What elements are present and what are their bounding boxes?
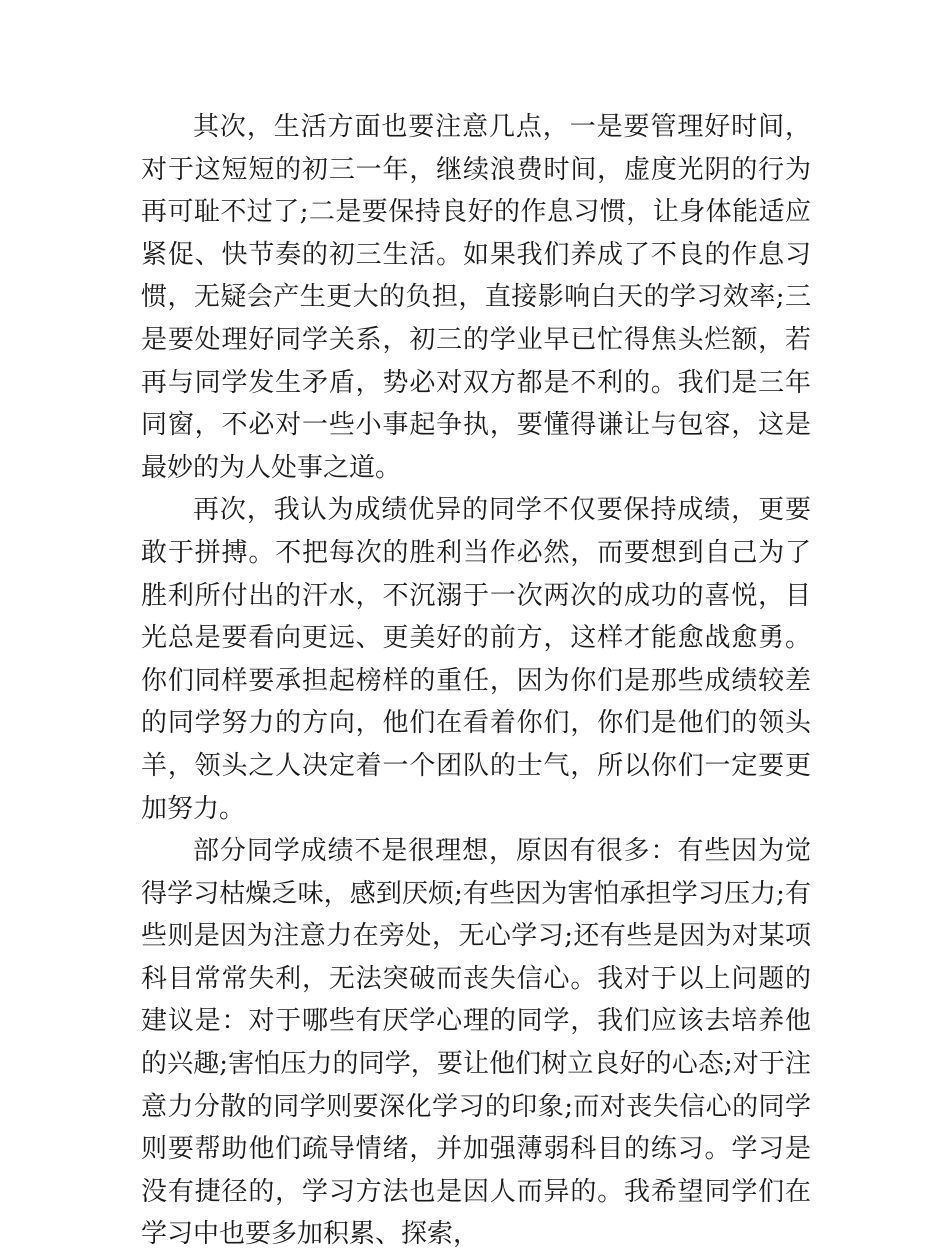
document-body [141,106,811,1256]
paragraph-life-advice: 其次，生活方面也要注意几点，一是要管理好时间，对于这短短的初三一年，继续浪费时间，虚度光阴的行为再可耻不过了;二是要保持良好的作息习惯，让身体能适应紧促、快节奏的初三生活。如果我们养成了不良的作息习惯，无疑会产生更大的负担，直接影响白天的学习效率;三是要处理好同学关系，初三的学业早已忙得焦头烂额，若再与同学发生矛盾，势必对双方都是不利的。我们是三年同窗，不必对一些小事起争执，要懂得谦让与包容，这是最妙的为人处事之道。 [141,112,811,483]
paragraph-top-students: 再次，我认为成绩优异的同学不仅要保持成绩，更要敢于拼搏。不把每次的胜利当作必然，而要想到自己为了胜利所付出的汗水，不沉溺于一次两次的成功的喜悦，目光总是要看向更远、更美好的前方，这样才能愈战愈勇。你们同样要承担起榜样的重任，因为你们是那些成绩较差的同学努力的方向，他们在看着你们，你们是他们的领头羊，领头之人决定着一个团队的士气，所以你们一定要更加努力。 [141,495,811,824]
paragraph-struggling-students: 部分同学成绩不是很理想，原因有很多：有些因为觉得学习枯燥乏味，感到厌烦;有些因为害怕承担学习压力;有些则是因为注意力在旁处，无心学习;还有些是因为对某项科目常常失利，无法突破而丧失信心。我对于以上问题的建议是：对于哪些有厌学心理的同学，我们应该去培养他的兴趣;害怕压力的同学，要让他们树立良好的心态;对于注意力分散的同学则要深化学习的印象;而对丧失信心的同学则要帮助他们疏导情绪，并加强薄弱科目的练习。学习是没有捷径的，学习方法也是因人而异的。我希望同学们在学习中也要多加积累、探索， [141,836,811,1250]
